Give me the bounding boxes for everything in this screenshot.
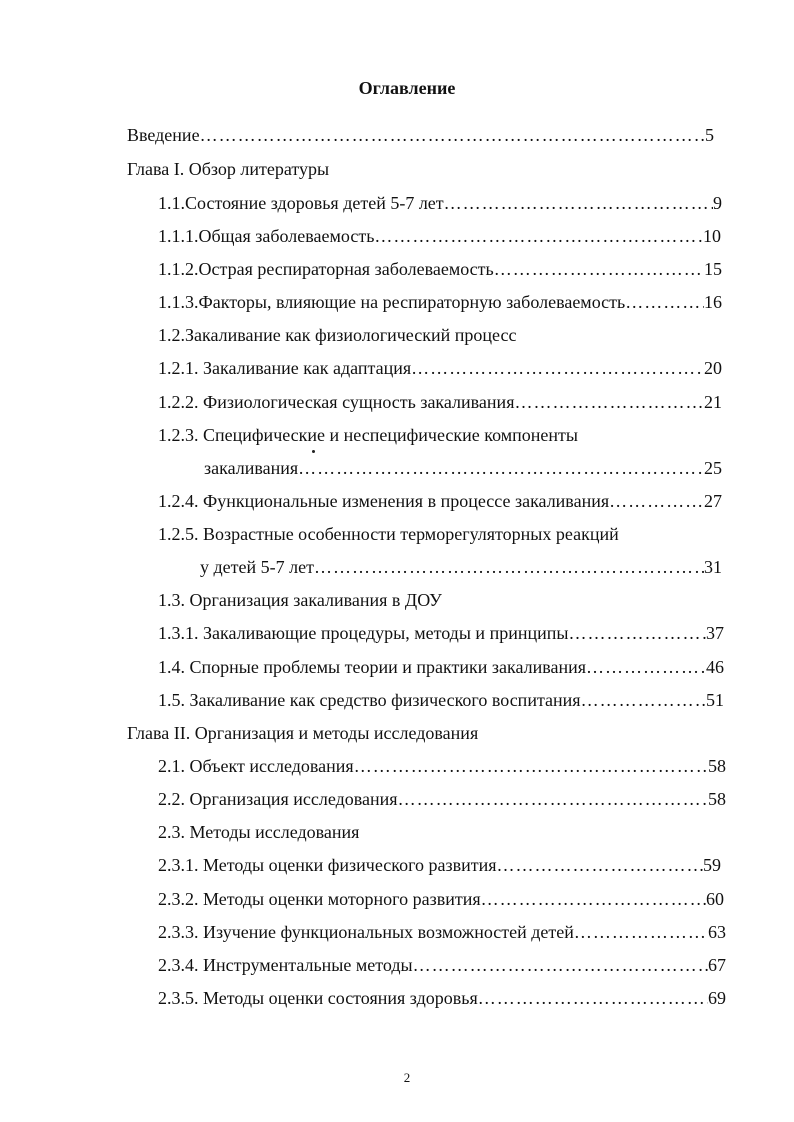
toc-entry bbox=[158, 290, 722, 314]
toc-entry-title: 1.1.1.Общая заболеваемость bbox=[158, 226, 375, 246]
toc-heading bbox=[158, 820, 359, 844]
toc-entry-page: 58 bbox=[708, 756, 726, 776]
toc-entry-title: закаливания bbox=[204, 458, 299, 478]
toc-entry-title: 2.3.3. Изучение функциональных возможностей детей bbox=[158, 922, 574, 942]
toc-heading bbox=[127, 157, 329, 181]
scan-speck bbox=[312, 450, 315, 453]
toc-entry bbox=[158, 390, 722, 414]
toc-entry bbox=[158, 224, 721, 248]
toc-entry-page: 25 bbox=[704, 458, 722, 478]
page-number: 2 bbox=[403, 1070, 411, 1085]
toc-heading-title: 1.2.5. Возрастные особенности терморегуляторных реакций bbox=[158, 524, 619, 544]
toc-entry-page: 59 bbox=[703, 855, 721, 875]
toc-heading-title: 2.3. Методы исследования bbox=[158, 822, 360, 842]
toc-entry bbox=[158, 853, 721, 877]
toc-entry-page: 69 bbox=[708, 988, 726, 1008]
toc-leader-dots bbox=[494, 257, 704, 281]
toc-entry-page: 37 bbox=[706, 623, 724, 643]
toc-entry-title: Введение bbox=[127, 125, 200, 145]
toc-entry-page: 27 bbox=[704, 491, 722, 511]
toc-leader-dots bbox=[586, 655, 706, 679]
toc-leader-dots bbox=[581, 688, 706, 712]
toc-entry-title: 2.1. Объект исследования bbox=[158, 756, 354, 776]
toc-entry bbox=[127, 123, 714, 147]
toc-leader-dots bbox=[200, 123, 705, 147]
toc-entry-title: 1.5. Закаливание как средство физического воспитания bbox=[158, 690, 581, 710]
toc-entry-page: 67 bbox=[708, 955, 726, 975]
toc-entry bbox=[158, 887, 724, 911]
toc-entry-page: 63 bbox=[708, 922, 726, 942]
toc-entry-title: у детей 5-7 лет bbox=[200, 557, 314, 577]
toc-entry-title: 1.4. Спорные проблемы теории и практики закаливания bbox=[158, 657, 587, 677]
toc-entry-page: 10 bbox=[703, 226, 721, 246]
toc-leader-dots bbox=[609, 489, 704, 513]
toc-leader-dots bbox=[574, 920, 708, 944]
toc-entry-page: 5 bbox=[705, 125, 714, 145]
toc-leader-dots bbox=[411, 356, 704, 380]
toc-entry-title: 2.3.2. Методы оценки моторного развития bbox=[158, 889, 481, 909]
toc-leader-dots bbox=[298, 456, 704, 480]
toc-entry-title: 2.3.5. Методы оценки состояния здоровья bbox=[158, 988, 478, 1008]
toc-heading bbox=[158, 423, 578, 447]
toc-entry-page: 58 bbox=[708, 789, 726, 809]
toc-entry bbox=[158, 489, 722, 513]
toc-entry bbox=[158, 986, 726, 1010]
page-title: Оглавление bbox=[358, 78, 456, 98]
toc-entry-title: 1.2.2. Физиологическая сущность закаливания bbox=[158, 392, 515, 412]
toc-entry-title: 1.3.1. Закаливающие процедуры, методы и принципы bbox=[158, 623, 569, 643]
toc-entry bbox=[158, 356, 722, 380]
toc-entry-page: 21 bbox=[704, 392, 722, 412]
toc-entry bbox=[158, 688, 724, 712]
toc-leader-dots bbox=[354, 754, 708, 778]
toc-entry bbox=[158, 655, 724, 679]
toc-entry-title: 2.3.4. Инструментальные методы bbox=[158, 955, 413, 975]
toc-leader-dots bbox=[478, 986, 708, 1010]
toc-leader-dots bbox=[568, 621, 706, 645]
toc-entry-page: 51 bbox=[706, 690, 724, 710]
toc-entry-title: 1.2.4. Функциональные изменения в процессе закаливания bbox=[158, 491, 610, 511]
toc-heading-title: 1.2.3. Специфические и неспецифические компоненты bbox=[158, 425, 578, 445]
toc-entry-page: 15 bbox=[704, 259, 722, 279]
toc-heading bbox=[158, 323, 516, 347]
toc-entry bbox=[158, 787, 726, 811]
toc-entry-title: 2.3.1. Методы оценки физического развития bbox=[158, 855, 497, 875]
toc-entry-title: 1.1.3.Факторы, влияющие на респираторную заболеваемость bbox=[158, 292, 626, 312]
toc-heading-title: Глава II. Организация и методы исследования bbox=[127, 723, 479, 743]
toc-entry bbox=[158, 920, 726, 944]
toc-entry bbox=[158, 953, 726, 977]
toc-leader-dots bbox=[625, 290, 704, 314]
toc-entry-page: 16 bbox=[704, 292, 722, 312]
toc-leader-dots bbox=[514, 390, 704, 414]
toc-entry bbox=[158, 257, 722, 281]
toc-entry-page: 31 bbox=[704, 557, 722, 577]
toc-heading-title: Глава I. Обзор литературы bbox=[127, 159, 330, 179]
toc-leader-dots bbox=[497, 853, 703, 877]
toc-heading bbox=[158, 522, 619, 546]
toc-entry bbox=[204, 456, 722, 480]
toc-entry-page: 60 bbox=[706, 889, 724, 909]
toc-entry-title: 2.2. Организация исследования bbox=[158, 789, 398, 809]
toc-leader-dots bbox=[481, 887, 706, 911]
toc-entry-page: 46 bbox=[706, 657, 724, 677]
toc-heading-title: 1.3. Организация закаливания в ДОУ bbox=[158, 590, 442, 610]
toc-entry-title: 1.1.Состояние здоровья детей 5-7 лет bbox=[158, 193, 444, 213]
toc-entry-title: 1.1.2.Острая респираторная заболеваемость bbox=[158, 259, 494, 279]
toc-leader-dots bbox=[314, 555, 704, 579]
toc-heading bbox=[158, 588, 442, 612]
toc-entry bbox=[200, 555, 722, 579]
toc-entry bbox=[158, 191, 722, 215]
toc-leader-dots bbox=[374, 224, 703, 248]
toc-heading-title: 1.2.Закаливание как физиологический процесс bbox=[158, 325, 517, 345]
toc-entry bbox=[158, 621, 724, 645]
toc-heading bbox=[127, 721, 478, 745]
toc-entry-page: 20 bbox=[704, 358, 722, 378]
toc-entry-title: 1.2.1. Закаливание как адаптация bbox=[158, 358, 412, 378]
toc-leader-dots bbox=[398, 787, 708, 811]
toc-leader-dots bbox=[444, 191, 713, 215]
toc-entry-page: 9 bbox=[713, 193, 722, 213]
toc-leader-dots bbox=[413, 953, 708, 977]
toc-entry bbox=[158, 754, 726, 778]
